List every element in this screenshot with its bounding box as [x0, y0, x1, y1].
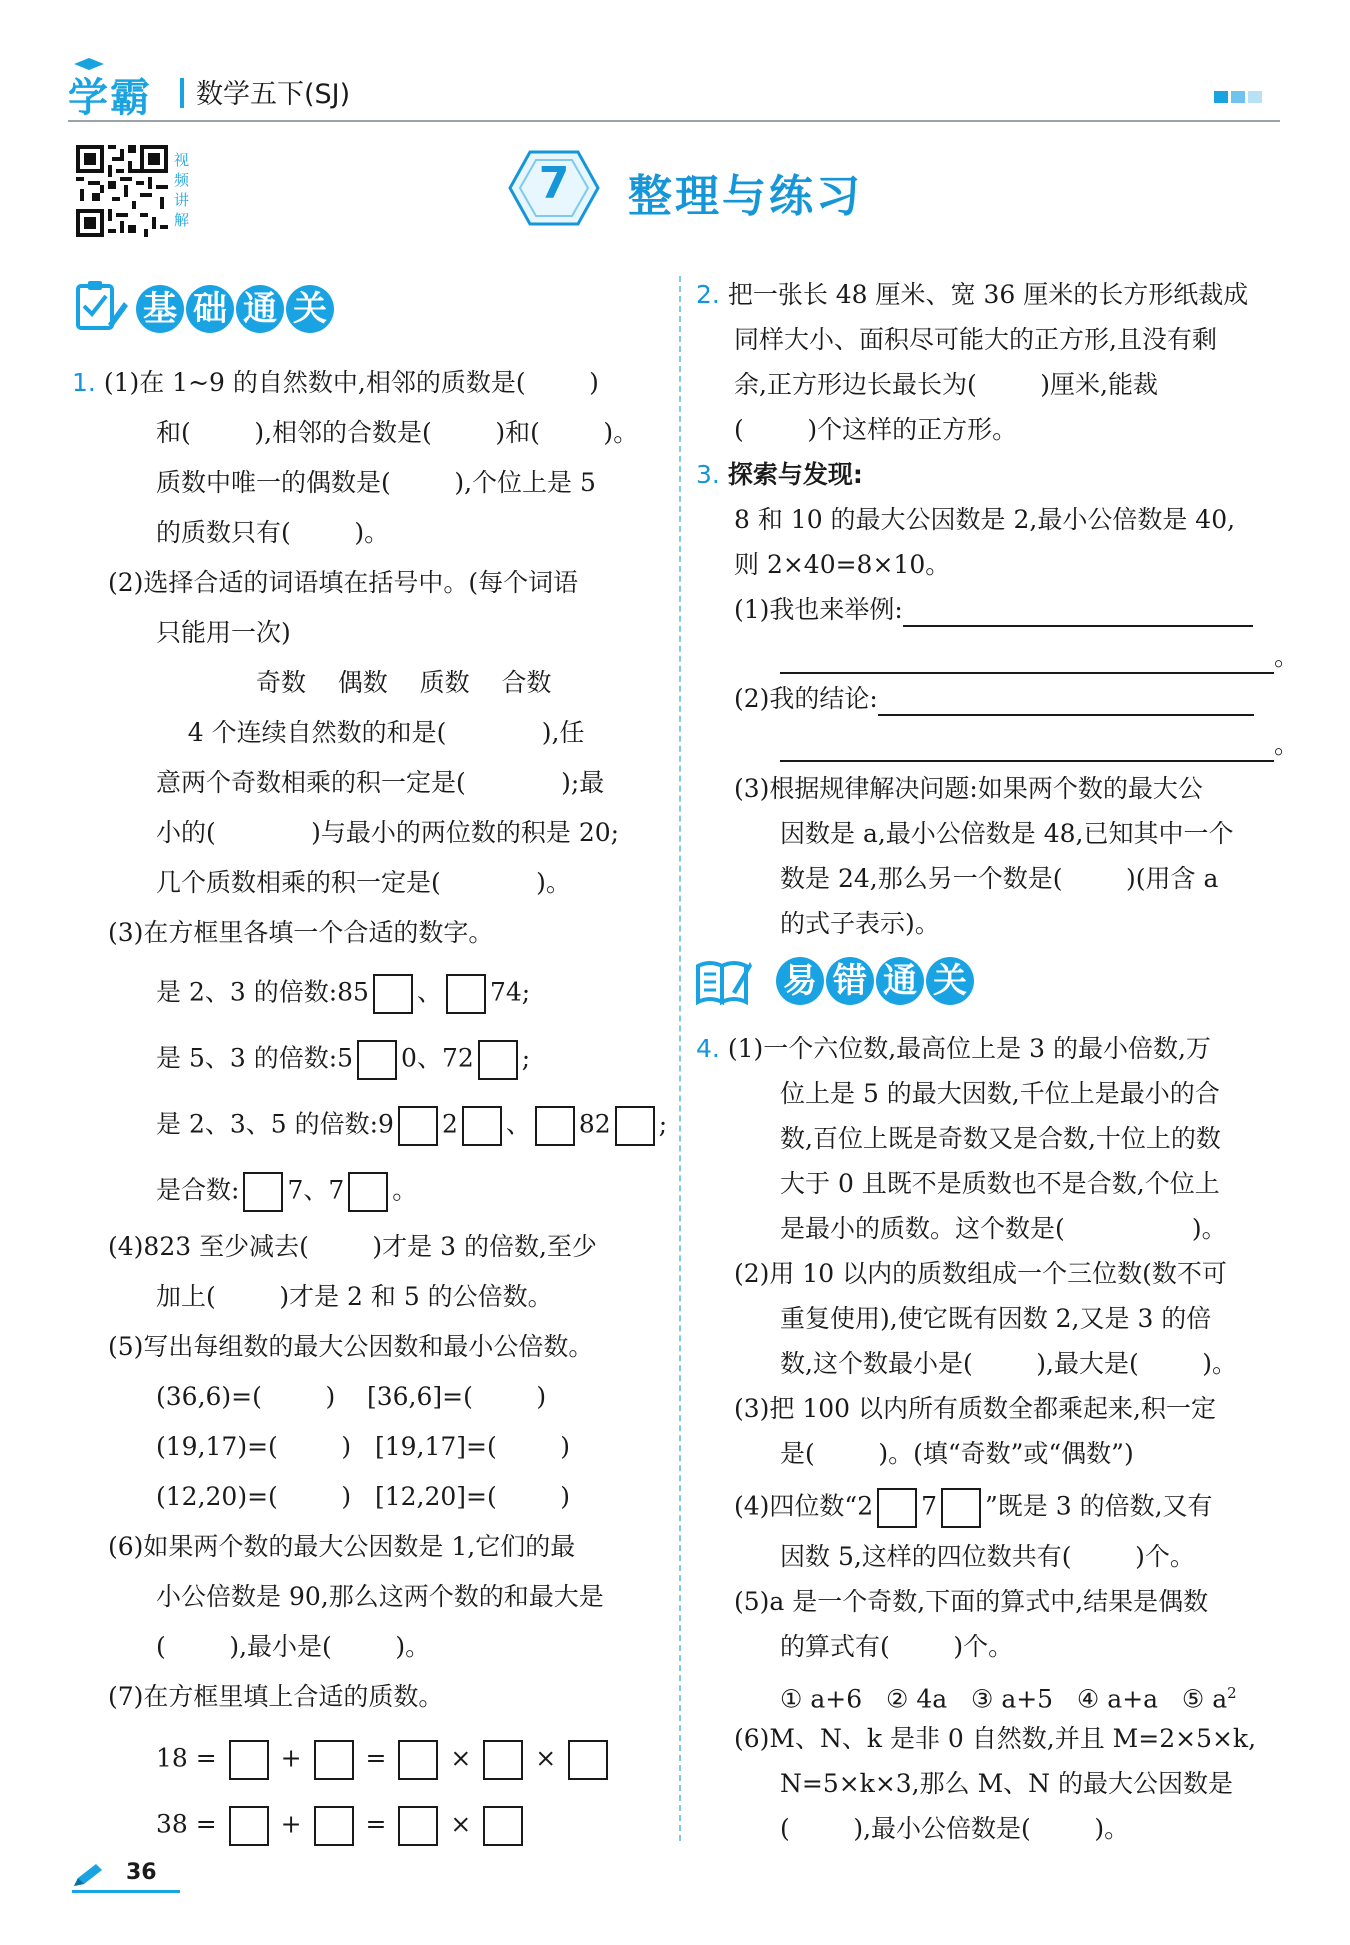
graduation-cap-icon	[72, 58, 106, 72]
question-number: 1.	[72, 368, 96, 397]
page-number: 36	[126, 1860, 157, 1885]
q3-line: 则 2×40=8×10。	[734, 550, 951, 579]
section-char: 基	[136, 285, 184, 333]
answer-box[interactable]	[243, 1172, 283, 1212]
q1-line: 4 个连续自然数的和是( ),任	[156, 718, 585, 747]
q2-line: 余,正方形边长最长为( )厘米,能裁	[734, 370, 1158, 399]
footer-underline	[72, 1890, 180, 1893]
answer-line[interactable]	[780, 642, 1274, 674]
q1-line: 加上( )才是 2 和 5 的公倍数。	[156, 1282, 553, 1311]
answer-box[interactable]	[483, 1806, 523, 1846]
q4-line: 重复使用),使它既有因数 2,又是 3 的倍	[780, 1304, 1212, 1333]
q4-box-row: (4)四位数“2 7 ”既是 3 的倍数,又有	[734, 1488, 1213, 1522]
q4-line: 的算式有( )个。	[780, 1632, 1014, 1661]
q1-line: 质数中唯一的偶数是( ),个位上是 5	[156, 468, 596, 497]
q2-line: ( )个这样的正方形。	[734, 415, 1018, 444]
q1-line: (4)823 至少减去( )才是 3 的倍数,至少	[108, 1232, 597, 1261]
answer-box[interactable]	[615, 1106, 655, 1146]
q2-line: 2. 把一张长 48 厘米、宽 36 厘米的长方形纸裁成	[696, 280, 1249, 309]
answer-box[interactable]	[483, 1740, 523, 1780]
answer-box[interactable]	[398, 1740, 438, 1780]
column-divider	[679, 276, 681, 1841]
answer-box[interactable]	[229, 1806, 269, 1846]
question-number: 2.	[696, 280, 720, 309]
answer-box[interactable]	[446, 974, 486, 1014]
q4-line: 是( )。(填“奇数”或“偶数”)	[780, 1439, 1134, 1468]
q1-line: 和( ),相邻的合数是( )和( )。	[156, 418, 639, 447]
answer-box[interactable]	[462, 1106, 502, 1146]
q3-line: 因数是 a,最小公倍数是 48,已知其中一个	[780, 819, 1234, 848]
q3-line: (3)根据规律解决问题:如果两个数的最大公	[734, 774, 1203, 803]
question-number: 4.	[696, 1034, 720, 1063]
q1-line: 小公倍数是 90,那么这两个数的和最大是	[156, 1582, 604, 1611]
q1-box-row: 是合数: 7、7 。	[156, 1172, 417, 1206]
q1-line: (2)选择合适的词语填在括号中。(每个词语	[108, 568, 579, 597]
answer-box[interactable]	[568, 1740, 608, 1780]
answer-box[interactable]	[398, 1106, 438, 1146]
book-title: 数学五下(SJ)	[196, 79, 351, 110]
q3-line: 的式子表示)。	[780, 909, 940, 938]
q4-line: (5)a 是一个奇数,下面的算式中,结果是偶数	[734, 1587, 1209, 1616]
q1-line: ( ),最小是( )。	[156, 1632, 431, 1661]
clipboard-check-icon	[72, 278, 128, 334]
q1-box-row: 是 2、3、5 的倍数:9 2 、 82 ;	[156, 1106, 667, 1140]
qr-code-icon[interactable]	[76, 145, 168, 237]
answer-box[interactable]	[478, 1040, 518, 1080]
q4-line: N=5×k×3,那么 M、N 的最大公因数是	[780, 1769, 1233, 1798]
word-bank: 奇数 偶数 质数 合数	[256, 668, 552, 697]
section-basic-title	[136, 284, 336, 334]
section-error-title	[776, 956, 976, 1006]
q1-line: (5)写出每组数的最大公因数和最小公倍数。	[108, 1332, 594, 1361]
q4-line: 4. (1)一个六位数,最高位上是 3 的最小倍数,万	[696, 1034, 1211, 1063]
q4-line: 大于 0 且既不是质数也不是合数,个位上	[780, 1169, 1220, 1198]
gcd-lcm-row: (19,17)=( ) [19,17]=( )	[156, 1432, 571, 1461]
gcd-lcm-row: (12,20)=( ) [12,20]=( )	[156, 1482, 571, 1511]
question-number: 3.	[696, 460, 720, 489]
section-char: 错	[826, 957, 874, 1005]
q2-line: 同样大小、面积尽可能大的正方形,且没有剩	[734, 325, 1217, 354]
answer-box[interactable]	[877, 1488, 917, 1528]
q4-line: (6)M、N、k 是非 0 自然数,并且 M=2×5×k,	[734, 1724, 1257, 1753]
q3-title: 3. 探索与发现:	[696, 460, 863, 489]
answer-box[interactable]	[535, 1106, 575, 1146]
q1-line: (3)在方框里各填一个合适的数字。	[108, 918, 494, 947]
q3-line: 。	[780, 728, 1299, 762]
q4-line: 因数 5,这样的四位数共有( )个。	[780, 1542, 1195, 1571]
section-char: 易	[776, 957, 824, 1005]
q1-line: (6)如果两个数的最大公因数是 1,它们的最	[108, 1532, 576, 1561]
answer-line[interactable]	[903, 595, 1253, 627]
page-header	[68, 58, 1280, 122]
q1-box-row: 是 5、3 的倍数:5 0、72 ;	[156, 1040, 530, 1074]
section-char: 关	[286, 285, 334, 333]
q3-line: 。	[780, 640, 1299, 674]
qr-label: 视频讲解	[174, 151, 190, 229]
q4-line: ( ),最小公倍数是( )。	[780, 1814, 1130, 1843]
prime-box-row: 18 = + = × ×	[156, 1740, 612, 1774]
q1-line: 1. (1)在 1~9 的自然数中,相邻的质数是( )	[72, 368, 599, 397]
q1-line: 意两个奇数相乘的积一定是( );最	[156, 768, 605, 797]
answer-box[interactable]	[229, 1740, 269, 1780]
q4-line: 是最小的质数。这个数是( )。	[780, 1214, 1227, 1243]
answer-line[interactable]	[780, 730, 1274, 762]
section-char: 通	[876, 957, 924, 1005]
answer-box[interactable]	[314, 1806, 354, 1846]
answer-box[interactable]	[398, 1806, 438, 1846]
header-decoration	[1211, 88, 1262, 107]
q1-line: 几个质数相乘的积一定是( )。	[156, 868, 571, 897]
q4-line: 数,这个数最小是( ),最大是( )。	[780, 1349, 1238, 1378]
pencil-icon	[72, 1862, 106, 1888]
answer-box[interactable]	[348, 1172, 388, 1212]
q3-line: 数是 24,那么另一个数是( )(用含 a	[780, 864, 1219, 893]
q1-box-row: 是 2、3 的倍数:85 、 74;	[156, 974, 530, 1008]
answer-box[interactable]	[314, 1740, 354, 1780]
prime-box-row: 38 = + = ×	[156, 1806, 527, 1840]
q4-line: 数,百位上既是奇数又是合数,十位上的数	[780, 1124, 1221, 1153]
q3-line: 8 和 10 的最大公因数是 2,最小公倍数是 40,	[734, 505, 1236, 534]
chapter-number: 7	[538, 158, 570, 209]
answer-box[interactable]	[941, 1488, 981, 1528]
q4-line: 位上是 5 的最大因数,千位上是最小的合	[780, 1079, 1220, 1108]
q1-line: 小的( )与最小的两位数的积是 20;	[156, 818, 620, 847]
chapter-title: 整理与练习	[628, 171, 863, 222]
q4-line: (3)把 100 以内所有质数全都乘起来,积一定	[734, 1394, 1216, 1423]
gcd-lcm-row: (36,6)=( ) [36,6]=( )	[156, 1382, 547, 1411]
open-book-pen-icon	[696, 952, 752, 1008]
answer-box[interactable]	[373, 974, 413, 1014]
q3-line: (1)我也来举例:	[734, 593, 1253, 627]
q3-line: (2)我的结论:	[734, 682, 1254, 716]
section-char: 通	[236, 285, 284, 333]
q1-line: 只能用一次)	[156, 618, 291, 647]
q1-line: 的质数只有( )。	[156, 518, 390, 547]
logo: 学霸	[68, 66, 152, 123]
answer-box[interactable]	[357, 1040, 397, 1080]
answer-line[interactable]	[878, 684, 1254, 716]
q1-line: (7)在方框里填上合适的质数。	[108, 1682, 444, 1711]
section-char: 关	[926, 957, 974, 1005]
logo-separator	[180, 78, 184, 108]
section-char: 础	[186, 285, 234, 333]
q4-line: (2)用 10 以内的质数组成一个三位数(数不可	[734, 1259, 1227, 1288]
q4-options: ① a+6 ② 4a ③ a+5 ④ a+a ⑤ $a^2$	[780, 1684, 1237, 1714]
